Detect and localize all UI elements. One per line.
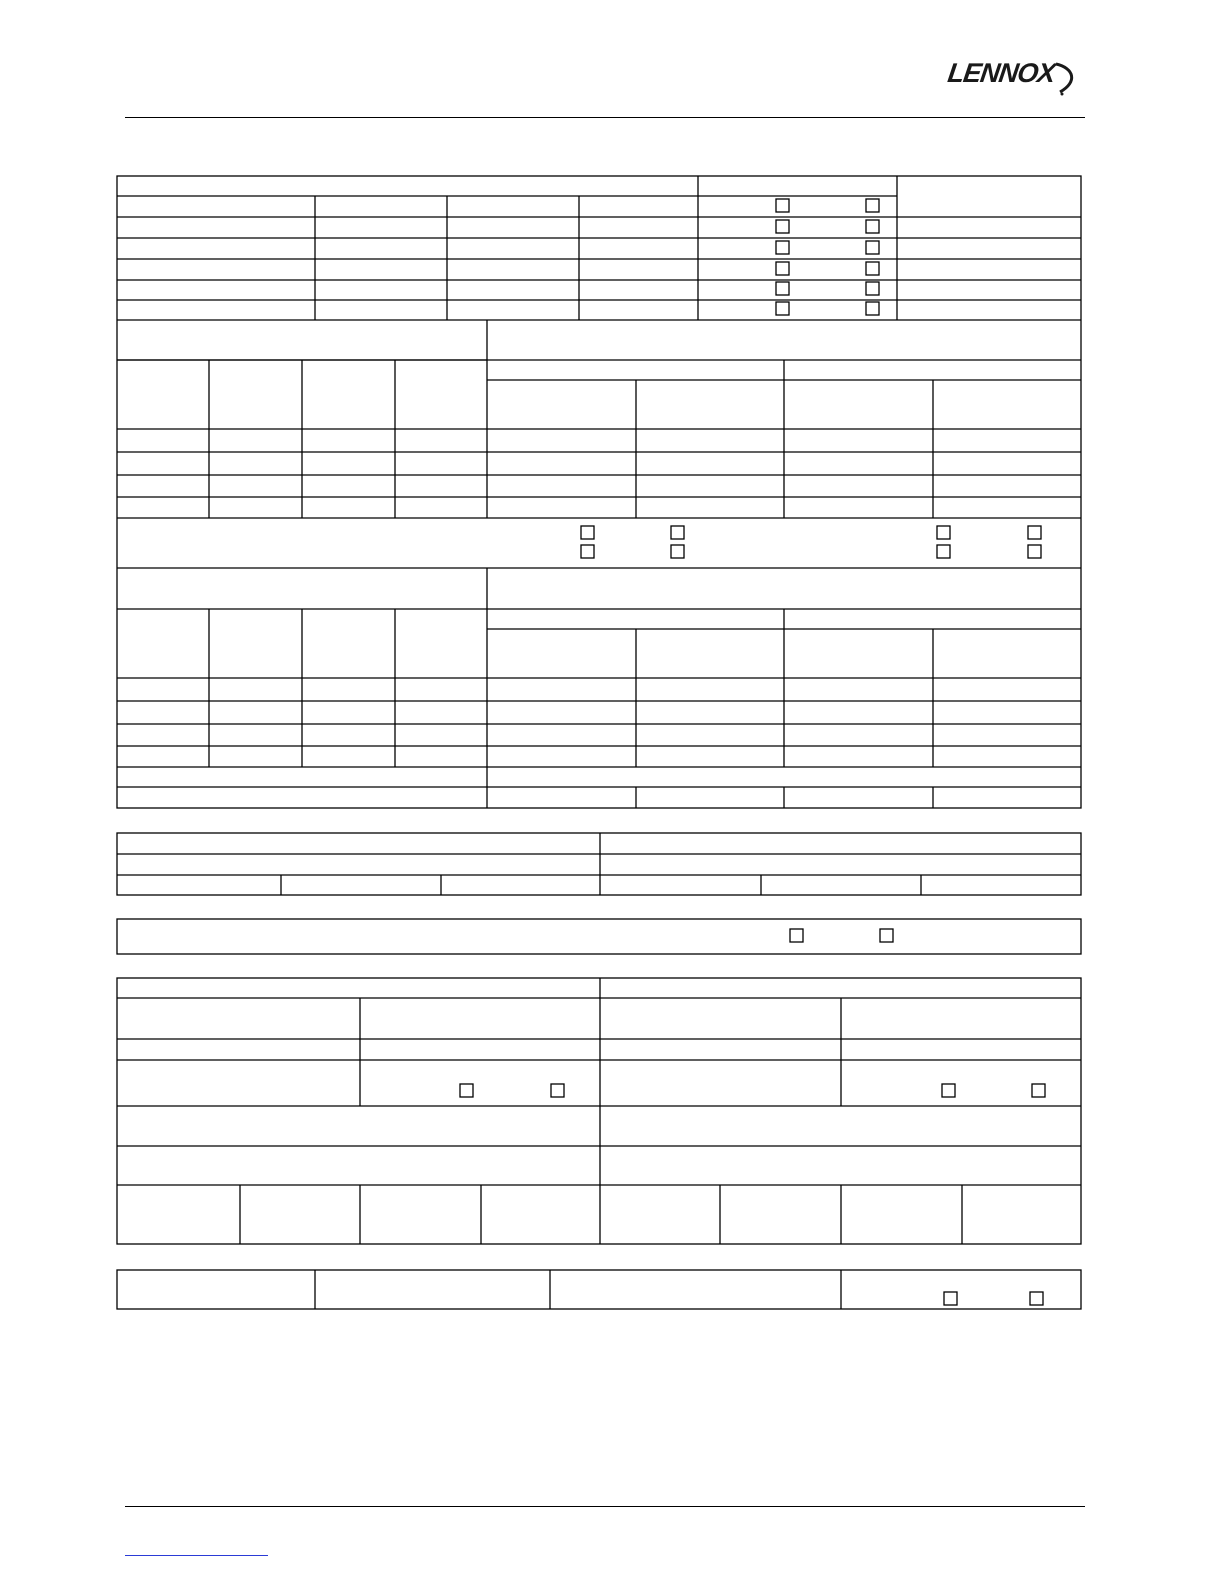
- checkbox[interactable]: [866, 282, 879, 295]
- table-4-border: [117, 1270, 1081, 1309]
- checkbox[interactable]: [460, 1084, 473, 1097]
- checkbox[interactable]: [671, 545, 684, 558]
- checkbox[interactable]: [866, 241, 879, 254]
- checkbox[interactable]: [776, 282, 789, 295]
- checkbox[interactable]: [776, 302, 789, 315]
- checkbox[interactable]: [581, 526, 594, 539]
- checkbox[interactable]: [581, 545, 594, 558]
- checkbox[interactable]: [937, 526, 950, 539]
- footer-rule: [125, 1506, 1085, 1507]
- checkbox[interactable]: [671, 526, 684, 539]
- checkbox[interactable]: [1030, 1292, 1043, 1305]
- checkbox[interactable]: [866, 262, 879, 275]
- checkbox[interactable]: [866, 302, 879, 315]
- footer-link-underline[interactable]: [125, 1555, 268, 1556]
- checkbox[interactable]: [776, 241, 789, 254]
- checkbox[interactable]: [866, 199, 879, 212]
- checkbox-line-border: [117, 919, 1081, 954]
- checkbox[interactable]: [1028, 545, 1041, 558]
- checkbox[interactable]: [942, 1084, 955, 1097]
- table-2-border: [117, 833, 1081, 895]
- logo-wordmark: LENNOX: [945, 58, 1057, 88]
- checkbox[interactable]: [790, 929, 803, 942]
- checkbox[interactable]: [776, 262, 789, 275]
- form-checkboxes: [460, 199, 1045, 1305]
- checkbox[interactable]: [1032, 1084, 1045, 1097]
- checkbox[interactable]: [937, 545, 950, 558]
- checkbox[interactable]: [776, 199, 789, 212]
- checkbox[interactable]: [944, 1292, 957, 1305]
- table-3-border: [117, 978, 1081, 1244]
- table-1-border: [117, 176, 1081, 808]
- checkbox[interactable]: [866, 220, 879, 233]
- checkbox[interactable]: [551, 1084, 564, 1097]
- checkbox[interactable]: [776, 220, 789, 233]
- checkbox[interactable]: [880, 929, 893, 942]
- checkbox[interactable]: [1028, 526, 1041, 539]
- form-grid-lines: [117, 176, 1081, 1309]
